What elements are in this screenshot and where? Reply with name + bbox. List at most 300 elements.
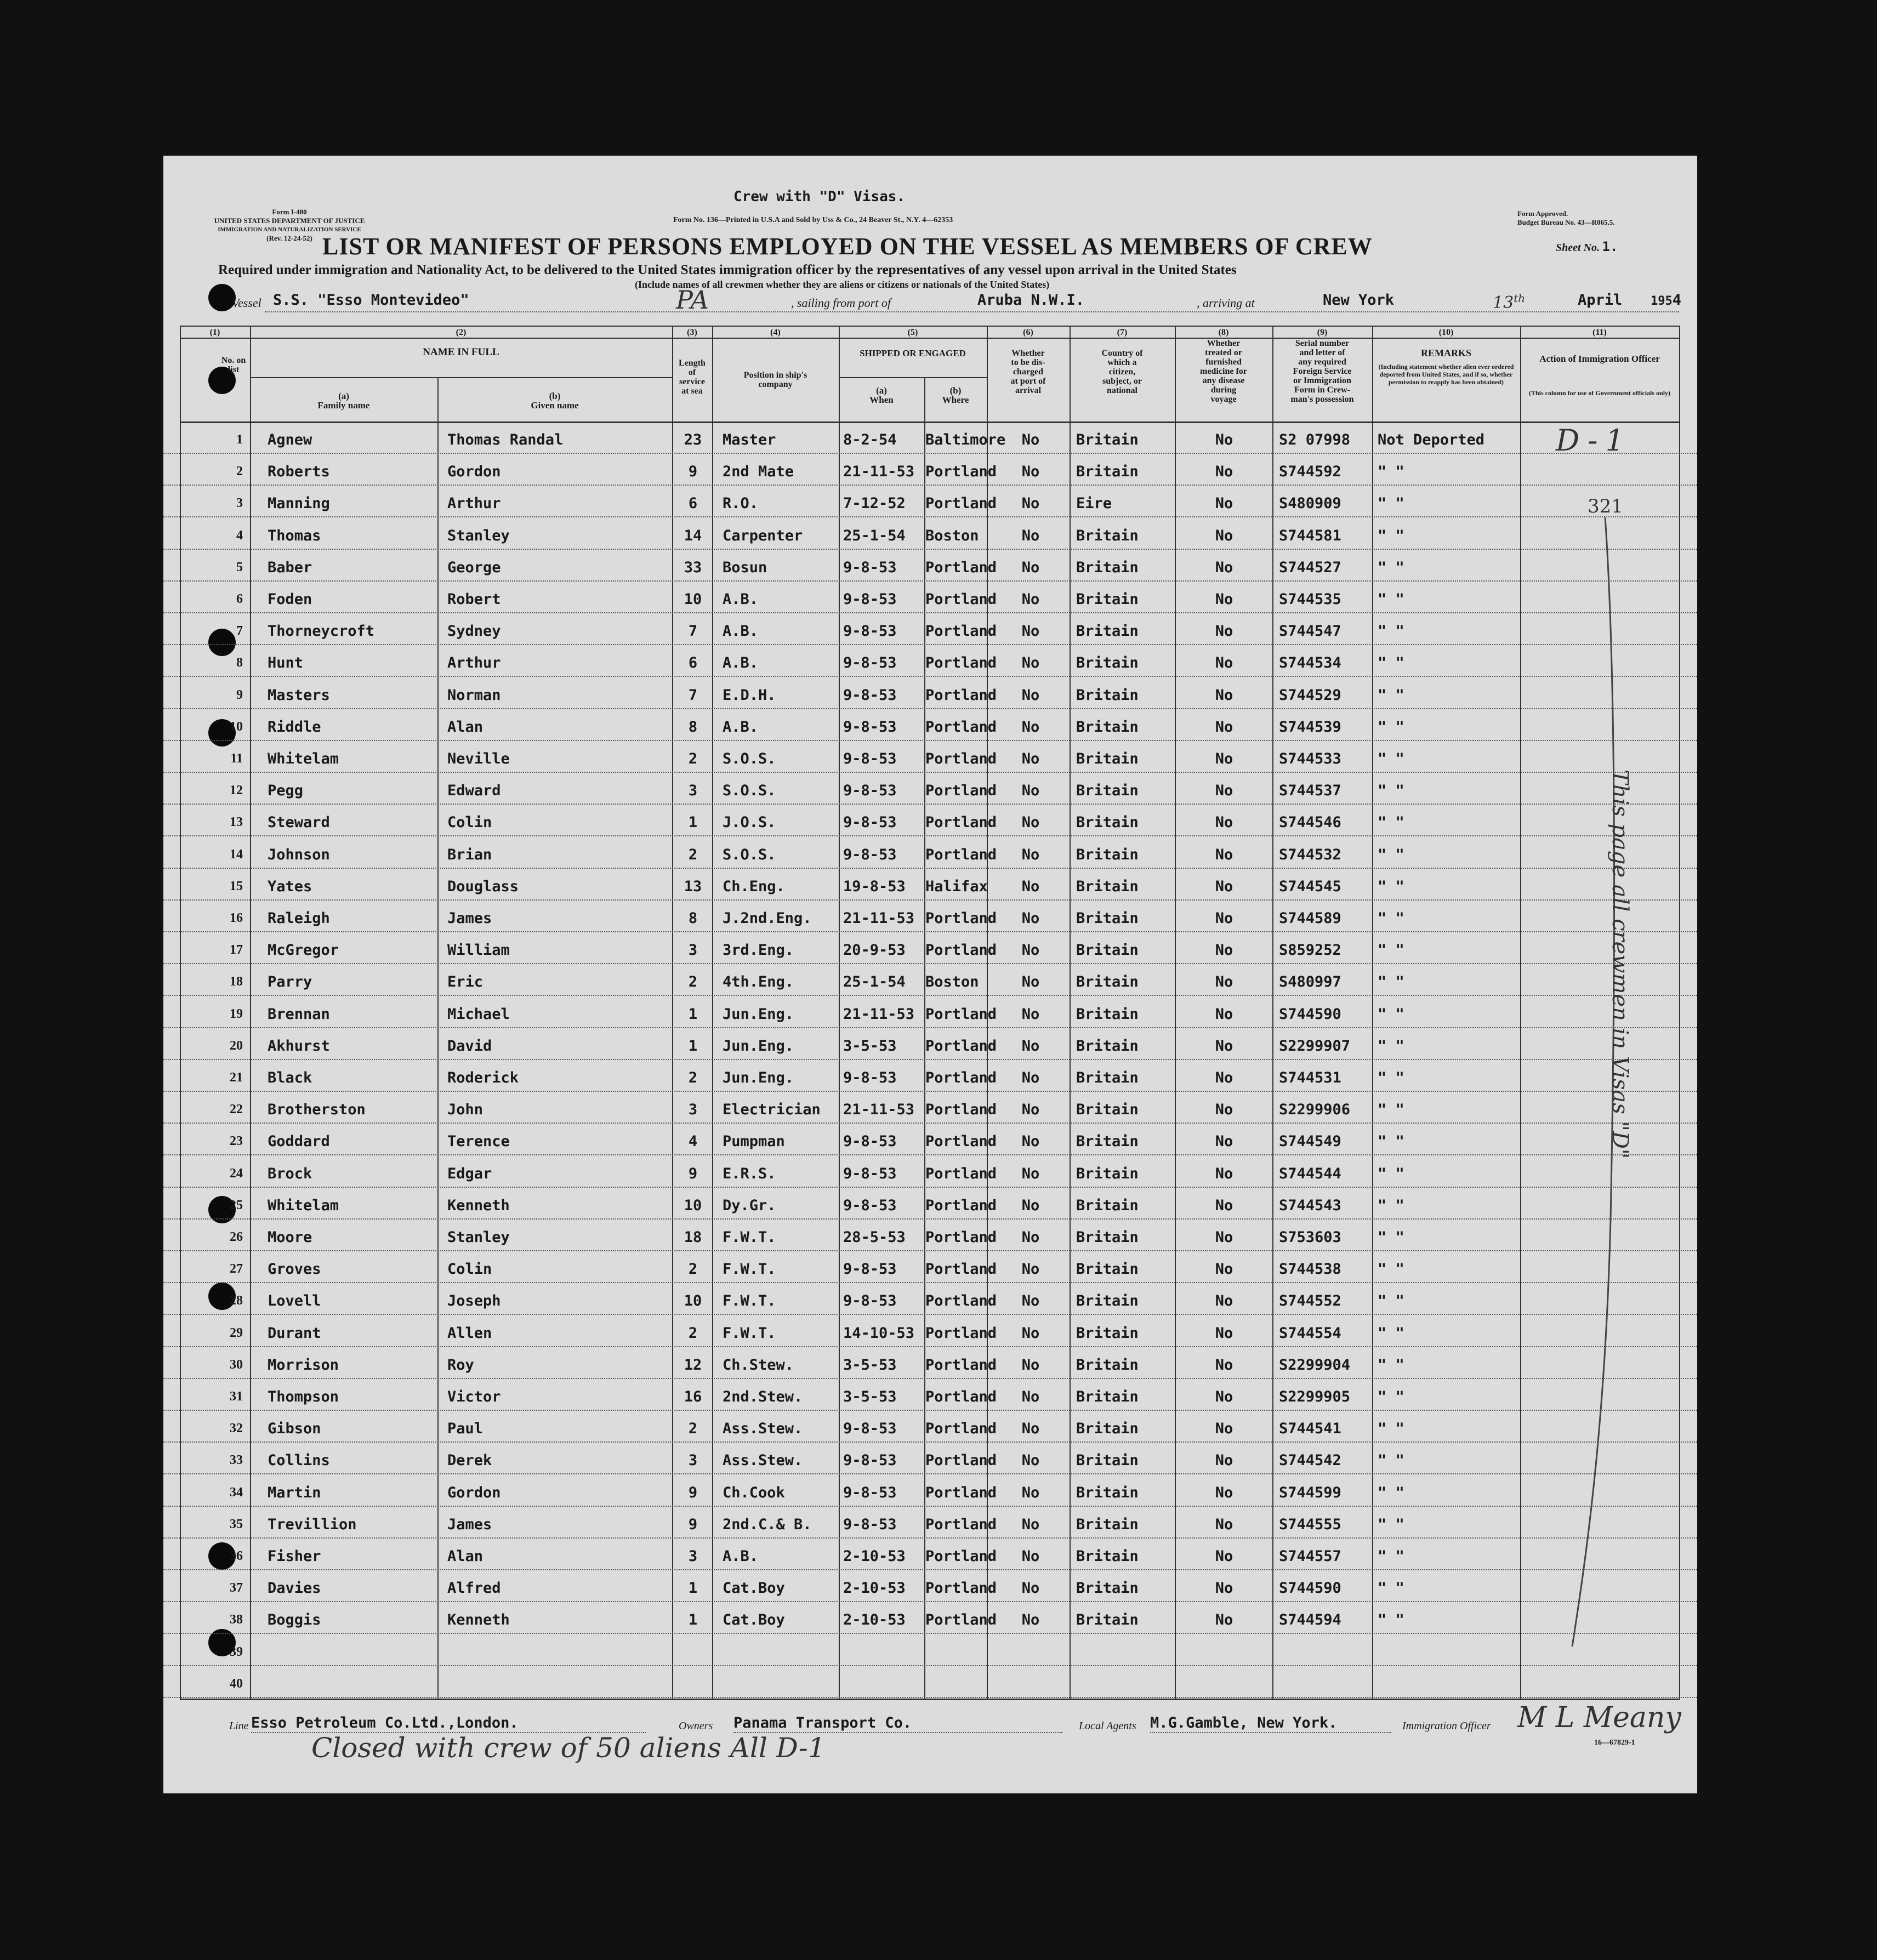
cell-where: Portland <box>925 782 997 800</box>
cell-remarks: " " <box>1378 846 1404 863</box>
cell-given: Arthur <box>447 495 501 512</box>
cell-remarks: " " <box>1378 973 1404 991</box>
table-row <box>163 965 1697 996</box>
cell-service: 9 <box>688 1165 698 1182</box>
cell-service: 2 <box>688 1069 698 1086</box>
table-row <box>163 901 1697 932</box>
cell-remarks: " " <box>1378 1005 1404 1023</box>
cell-given: Roy <box>447 1356 474 1374</box>
cell-where: Portland <box>925 1037 997 1055</box>
cell-position: S.O.S. <box>723 846 776 863</box>
cell-service: 2 <box>688 846 698 863</box>
cell-given: Neville <box>447 750 510 767</box>
cell-serial: S744594 <box>1279 1611 1341 1629</box>
crew-visa-note: Crew with "D" Visas. <box>733 189 906 205</box>
cell-discharged: No <box>1021 846 1040 863</box>
cell-country: Britain <box>1076 623 1139 640</box>
row-number: 24 <box>230 1166 243 1181</box>
table-row <box>163 837 1697 869</box>
manifest-title: LIST OR MANIFEST OF PERSONS EMPLOYED ON THE VESSEL AS MEMBERS OF CREW <box>322 233 1373 260</box>
cell-treated: No <box>1215 1196 1233 1214</box>
cell-where: Portland <box>925 1324 997 1342</box>
cell-family: Boggis <box>268 1611 321 1629</box>
cell-when: 9-8-53 <box>843 1420 897 1438</box>
line-label: Line <box>229 1720 249 1732</box>
row-number: 3 <box>236 496 243 511</box>
cell-family: Baber <box>268 559 312 576</box>
cell-where: Portland <box>925 1101 997 1119</box>
cell-when: 3-5-53 <box>843 1356 897 1374</box>
table-row <box>163 1411 1697 1443</box>
cell-country: Britain <box>1076 1515 1139 1533</box>
cell-where: Portland <box>925 846 997 863</box>
cell-when: 9-8-53 <box>843 591 897 608</box>
row-number: 28 <box>230 1294 243 1308</box>
row-number: 7 <box>236 624 243 639</box>
cell-serial: S744527 <box>1279 559 1341 576</box>
col-discharged: Whether to be dis- charged at port of arrival <box>1010 349 1046 395</box>
cell-position: Ch.Cook <box>723 1484 785 1501</box>
cell-family: Martin <box>268 1484 321 1501</box>
cell-position: F.W.T. <box>723 1229 776 1246</box>
table-row <box>163 869 1697 901</box>
cell-service: 2 <box>688 1324 698 1342</box>
cell-treated: No <box>1215 495 1233 512</box>
cell-service: 3 <box>688 942 698 959</box>
cell-where: Portland <box>925 1484 997 1501</box>
cell-where: Portland <box>925 1133 997 1150</box>
cell-serial: S744541 <box>1279 1420 1341 1438</box>
cell-country: Britain <box>1076 973 1139 991</box>
cell-family: Whitelam <box>268 750 339 767</box>
cell-family: Foden <box>268 591 312 608</box>
row-number: 14 <box>230 847 243 862</box>
cell-where: Boston <box>925 973 979 991</box>
cell-position: Jun.Eng. <box>723 1005 794 1023</box>
cell-treated: No <box>1215 1133 1233 1150</box>
cell-treated: No <box>1215 1229 1233 1246</box>
cell-remarks: " " <box>1378 654 1404 672</box>
cell-position: E.R.S. <box>723 1165 776 1182</box>
cell-family: Gibson <box>268 1420 321 1438</box>
cell-when: 3-5-53 <box>843 1388 897 1405</box>
cell-when: 14-10-53 <box>843 1324 915 1342</box>
table-row <box>163 1029 1697 1060</box>
cell-where: Portland <box>925 1196 997 1214</box>
cell-treated: No <box>1215 1356 1233 1374</box>
number-handwritten: 321 <box>1588 495 1623 517</box>
cell-position: Bosun <box>723 559 767 576</box>
cell-serial: S480909 <box>1279 495 1341 512</box>
approval-block: Form Approved. Budget Bureau No. 43—R065.5. <box>1517 209 1615 226</box>
cell-serial: S744534 <box>1279 654 1341 672</box>
table-row <box>163 646 1697 677</box>
cell-given: Terence <box>447 1133 510 1150</box>
table-row <box>163 742 1697 773</box>
printer-note: Form No. 136—Printed in U.S.A and Sold by Uss & Co., 24 Beaver St., N.Y. 4—62353 <box>673 216 953 224</box>
cell-where: Portland <box>925 1548 997 1565</box>
col-no-on-list: No. on list <box>221 356 246 374</box>
cell-treated: No <box>1215 1292 1233 1310</box>
cell-remarks: " " <box>1378 463 1404 481</box>
cell-where: Portland <box>925 1452 997 1469</box>
cell-discharged: No <box>1021 750 1040 767</box>
row-number: 15 <box>230 879 243 893</box>
cell-service: 2 <box>688 1420 698 1438</box>
cell-service: 8 <box>688 718 698 736</box>
cell-where: Portland <box>925 623 997 640</box>
cell-position: Ch.Eng. <box>723 878 785 895</box>
cell-service: 1 <box>688 1580 698 1597</box>
cell-country: Britain <box>1076 1611 1139 1629</box>
side-note-handwritten: This page all crewmen in Visas "D" <box>1607 770 1633 1159</box>
cell-discharged: No <box>1021 878 1040 895</box>
cell-when: 9-8-53 <box>843 1133 897 1150</box>
cell-where: Portland <box>925 1292 997 1310</box>
owners-label: Owners <box>679 1720 713 1732</box>
cell-discharged: No <box>1021 1165 1040 1182</box>
row-number: 36 <box>230 1549 243 1563</box>
cell-service: 13 <box>684 878 702 895</box>
cell-where: Baltimore <box>925 431 1006 448</box>
cell-where: Portland <box>925 750 997 767</box>
cell-service: 1 <box>688 1037 698 1055</box>
cell-country: Britain <box>1076 718 1139 736</box>
cell-discharged: No <box>1021 623 1040 640</box>
cell-serial: S744532 <box>1279 846 1341 863</box>
cell-treated: No <box>1215 1548 1233 1565</box>
cell-serial: S859252 <box>1279 942 1341 959</box>
cell-when: 21-11-53 <box>843 910 915 927</box>
cell-given: Stanley <box>447 527 510 544</box>
cell-position: Carpenter <box>723 527 803 544</box>
cell-family: Trevillion <box>268 1515 357 1533</box>
cell-remarks: " " <box>1378 1037 1404 1055</box>
cell-service: 10 <box>684 1292 702 1310</box>
col-action-note: (This column for use of Government officials only) <box>1528 389 1671 397</box>
cell-treated: No <box>1215 431 1233 448</box>
cell-family: Thompson <box>268 1388 339 1405</box>
cell-position: Ass.Stew. <box>723 1452 803 1469</box>
cell-service: 2 <box>688 1261 698 1278</box>
cell-given: George <box>447 559 501 576</box>
cell-family: Thorneycroft <box>268 623 375 640</box>
cell-family: Masters <box>268 686 330 704</box>
col-num-2: (2) <box>456 328 467 337</box>
cell-remarks: " " <box>1378 718 1404 736</box>
cell-given: James <box>447 1515 492 1533</box>
cell-treated: No <box>1215 1420 1233 1438</box>
cell-country: Britain <box>1076 782 1139 800</box>
cell-position: Master <box>723 431 776 448</box>
cell-remarks: Not Deported <box>1378 431 1485 448</box>
col-remarks-note: (Including statement whether alien ever ordered deported from United States, and if so, whether permission to reapply has been obtained) <box>1378 363 1514 386</box>
cell-remarks: " " <box>1378 910 1404 927</box>
cell-serial: S744543 <box>1279 1196 1341 1214</box>
cell-remarks: " " <box>1378 591 1404 608</box>
closing-note-handwritten: Closed with crew of 50 aliens All D-1 <box>311 1732 826 1764</box>
cell-when: 9-8-53 <box>843 782 897 800</box>
cell-treated: No <box>1215 463 1233 481</box>
cell-service: 23 <box>684 431 702 448</box>
cell-when: 9-8-53 <box>843 750 897 767</box>
form-code: 16—67829-1 <box>1594 1739 1635 1747</box>
line-value: Esso Petroleum Co.Ltd.,London. <box>251 1714 519 1731</box>
row-number: 13 <box>230 815 243 830</box>
cell-country: Britain <box>1076 1388 1139 1405</box>
cell-when: 9-8-53 <box>843 1515 897 1533</box>
cell-when: 9-8-53 <box>843 1196 897 1214</box>
cell-discharged: No <box>1021 686 1040 704</box>
row-number: 10 <box>230 719 243 734</box>
cell-given: Sydney <box>447 623 501 640</box>
cell-when: 2-10-53 <box>843 1548 906 1565</box>
col-num-8: (8) <box>1218 328 1229 337</box>
cell-family: Riddle <box>268 718 321 736</box>
cell-when: 2-10-53 <box>843 1580 906 1597</box>
cell-discharged: No <box>1021 1484 1040 1501</box>
row-number: 38 <box>230 1613 243 1627</box>
row-number: 9 <box>236 687 243 702</box>
col-shipped-engaged: SHIPPED OR ENGAGED <box>860 348 966 358</box>
cell-service: 9 <box>688 463 698 481</box>
cell-where: Portland <box>925 1356 997 1374</box>
table-row <box>163 1252 1697 1283</box>
col-num-11: (11) <box>1592 328 1607 337</box>
cell-remarks: " " <box>1378 559 1404 576</box>
cell-family: Fisher <box>268 1548 321 1565</box>
cell-when: 21-11-53 <box>843 1101 915 1119</box>
cell-family: Akhurst <box>268 1037 330 1055</box>
cell-position: 2nd Mate <box>723 463 794 481</box>
cell-service: 1 <box>688 1611 698 1629</box>
cell-country: Britain <box>1076 1229 1139 1246</box>
cell-discharged: No <box>1021 1005 1040 1023</box>
cell-treated: No <box>1215 1484 1233 1501</box>
cell-position: 2nd.C.& B. <box>723 1515 812 1533</box>
row-number: 23 <box>230 1134 243 1149</box>
cell-service: 1 <box>688 814 698 831</box>
col-num-6: (6) <box>1023 328 1033 337</box>
cell-family: Pegg <box>268 782 304 800</box>
cell-family: Lovell <box>268 1292 321 1310</box>
cell-family: Brock <box>268 1165 312 1182</box>
cell-country: Britain <box>1076 1133 1139 1150</box>
cell-when: 7-12-52 <box>843 495 906 512</box>
cell-discharged: No <box>1021 591 1040 608</box>
cell-country: Britain <box>1076 1261 1139 1278</box>
cell-remarks: " " <box>1378 1261 1404 1278</box>
cell-serial: S480997 <box>1279 973 1341 991</box>
cell-discharged: No <box>1021 559 1040 576</box>
cell-treated: No <box>1215 1069 1233 1086</box>
cell-when: 9-8-53 <box>843 623 897 640</box>
cell-treated: No <box>1215 1165 1233 1182</box>
cell-discharged: No <box>1021 1452 1040 1469</box>
cell-remarks: " " <box>1378 1580 1404 1597</box>
cell-discharged: No <box>1021 1261 1040 1278</box>
required-statement: Required under immigration and Nationality Act, to be delivered to the United States immigration officer by the representatives of any vessel upon arrival in the United States <box>218 263 1237 277</box>
cell-position: A.B. <box>723 654 759 672</box>
cell-remarks: " " <box>1378 782 1404 800</box>
table-row <box>163 486 1697 517</box>
cell-family: Brennan <box>268 1005 330 1023</box>
cell-country: Britain <box>1076 1356 1139 1374</box>
cell-position: 4th.Eng. <box>723 973 794 991</box>
cell-discharged: No <box>1021 1037 1040 1055</box>
row-number: 2 <box>236 464 243 479</box>
cell-position: J.2nd.Eng. <box>723 910 812 927</box>
table-row <box>163 1092 1697 1124</box>
cell-remarks: " " <box>1378 1356 1404 1374</box>
cell-where: Portland <box>925 1420 997 1438</box>
cell-discharged: No <box>1021 1101 1040 1119</box>
cell-country: Britain <box>1076 463 1139 481</box>
cell-remarks: " " <box>1378 1515 1404 1533</box>
arrival-month: April <box>1578 292 1623 309</box>
cell-remarks: " " <box>1378 686 1404 704</box>
agents-value: M.G.Gamble, New York. <box>1150 1714 1338 1731</box>
cell-serial: S744533 <box>1279 750 1341 767</box>
row-number: 37 <box>230 1581 243 1596</box>
table-row <box>163 454 1697 486</box>
cell-given: Michael <box>447 1005 510 1023</box>
cell-discharged: No <box>1021 1069 1040 1086</box>
cell-service: 7 <box>688 686 698 704</box>
cell-service: 14 <box>684 527 702 544</box>
col-num-10: (10) <box>1438 328 1454 337</box>
row-number: 19 <box>230 1006 243 1021</box>
cell-when: 28-5-53 <box>843 1229 906 1246</box>
sheet-value: 1. <box>1602 239 1618 254</box>
cell-country: Britain <box>1076 1580 1139 1597</box>
cell-discharged: No <box>1021 910 1040 927</box>
col-where: (b) Where <box>942 385 969 405</box>
table-row <box>163 1284 1697 1315</box>
cell-given: Colin <box>447 814 492 831</box>
cell-given: Alan <box>447 1548 484 1565</box>
table-row <box>163 1156 1697 1188</box>
cell-given: Paul <box>447 1420 484 1438</box>
cell-given: Robert <box>447 591 501 608</box>
handwritten-bracket-line <box>1523 506 1687 1822</box>
cell-service: 3 <box>688 782 698 800</box>
cell-serial: S744592 <box>1279 463 1341 481</box>
cell-position: F.W.T. <box>723 1261 776 1278</box>
cell-position: Dy.Gr. <box>723 1196 776 1214</box>
cell-remarks: " " <box>1378 527 1404 544</box>
cell-when: 9-8-53 <box>843 1484 897 1501</box>
cell-where: Portland <box>925 559 997 576</box>
cell-given: Derek <box>447 1452 492 1469</box>
cell-treated: No <box>1215 1324 1233 1342</box>
cell-discharged: No <box>1021 654 1040 672</box>
cell-family: Johnson <box>268 846 330 863</box>
cell-service: 10 <box>684 591 702 608</box>
table-row <box>163 1635 1697 1666</box>
cell-treated: No <box>1215 878 1233 895</box>
cell-family: Moore <box>268 1229 312 1246</box>
cell-given: Norman <box>447 686 501 704</box>
table-row <box>163 423 1697 454</box>
cell-when: 8-2-54 <box>843 431 897 448</box>
cell-country: Britain <box>1076 846 1139 863</box>
cell-position: A.B. <box>723 718 759 736</box>
cell-country: Eire <box>1076 495 1112 512</box>
cell-position: R.O. <box>723 495 759 512</box>
cell-where: Portland <box>925 910 997 927</box>
cell-country: Britain <box>1076 1548 1139 1565</box>
cell-service: 1 <box>688 1005 698 1023</box>
table-row <box>163 1316 1697 1347</box>
cell-when: 25-1-54 <box>843 527 906 544</box>
cell-discharged: No <box>1021 463 1040 481</box>
cell-position: Ch.Stew. <box>723 1356 794 1374</box>
row-number: 22 <box>230 1102 243 1117</box>
cell-when: 9-8-53 <box>843 1261 897 1278</box>
cell-discharged: No <box>1021 1229 1040 1246</box>
row-number: 39 <box>230 1644 243 1659</box>
cell-given: Arthur <box>447 654 501 672</box>
cell-country: Britain <box>1076 1324 1139 1342</box>
cell-given: Victor <box>447 1388 501 1405</box>
arrival-day: 13th <box>1493 292 1526 312</box>
sheet-number <box>1556 239 1618 254</box>
cell-serial: S744546 <box>1279 814 1341 831</box>
cell-remarks: " " <box>1378 1611 1404 1629</box>
cell-treated: No <box>1215 1611 1233 1629</box>
table-row <box>163 1539 1697 1570</box>
cell-remarks: " " <box>1378 1388 1404 1405</box>
cell-service: 9 <box>688 1484 698 1501</box>
table-row <box>163 1475 1697 1507</box>
cell-remarks: " " <box>1378 1229 1404 1246</box>
cell-where: Portland <box>925 942 997 959</box>
cell-remarks: " " <box>1378 1165 1404 1182</box>
cell-treated: No <box>1215 1580 1233 1597</box>
col-given-name: (b) Given name <box>531 391 579 411</box>
cell-treated: No <box>1215 591 1233 608</box>
cell-serial: S744542 <box>1279 1452 1341 1469</box>
officer-signature: M L Meany <box>1517 1701 1681 1734</box>
cell-serial: S744539 <box>1279 718 1341 736</box>
cell-family: Whitelam <box>268 1196 339 1214</box>
cell-position: Cat.Boy <box>723 1580 785 1597</box>
cell-given: Roderick <box>447 1069 519 1086</box>
cell-service: 16 <box>684 1388 702 1405</box>
cell-country: Britain <box>1076 1069 1139 1086</box>
cell-country: Britain <box>1076 654 1139 672</box>
cell-serial: S744545 <box>1279 878 1341 895</box>
cell-country: Britain <box>1076 1420 1139 1438</box>
cell-when: 21-11-53 <box>843 463 915 481</box>
cell-position: A.B. <box>723 623 759 640</box>
row-number: 32 <box>230 1421 243 1436</box>
cell-remarks: " " <box>1378 1069 1404 1086</box>
cell-family: Roberts <box>268 463 330 481</box>
table-row <box>163 1220 1697 1251</box>
cell-position: 2nd.Stew. <box>723 1388 803 1405</box>
officer-label: Immigration Officer <box>1402 1720 1491 1732</box>
cell-position: S.O.S. <box>723 782 776 800</box>
cell-given: Douglass <box>447 878 519 895</box>
table-row <box>163 678 1697 709</box>
cell-treated: No <box>1215 686 1233 704</box>
cell-service: 2 <box>688 973 698 991</box>
cell-country: Britain <box>1076 1196 1139 1214</box>
cell-serial: S744554 <box>1279 1324 1341 1342</box>
cell-serial: S744555 <box>1279 1515 1341 1533</box>
